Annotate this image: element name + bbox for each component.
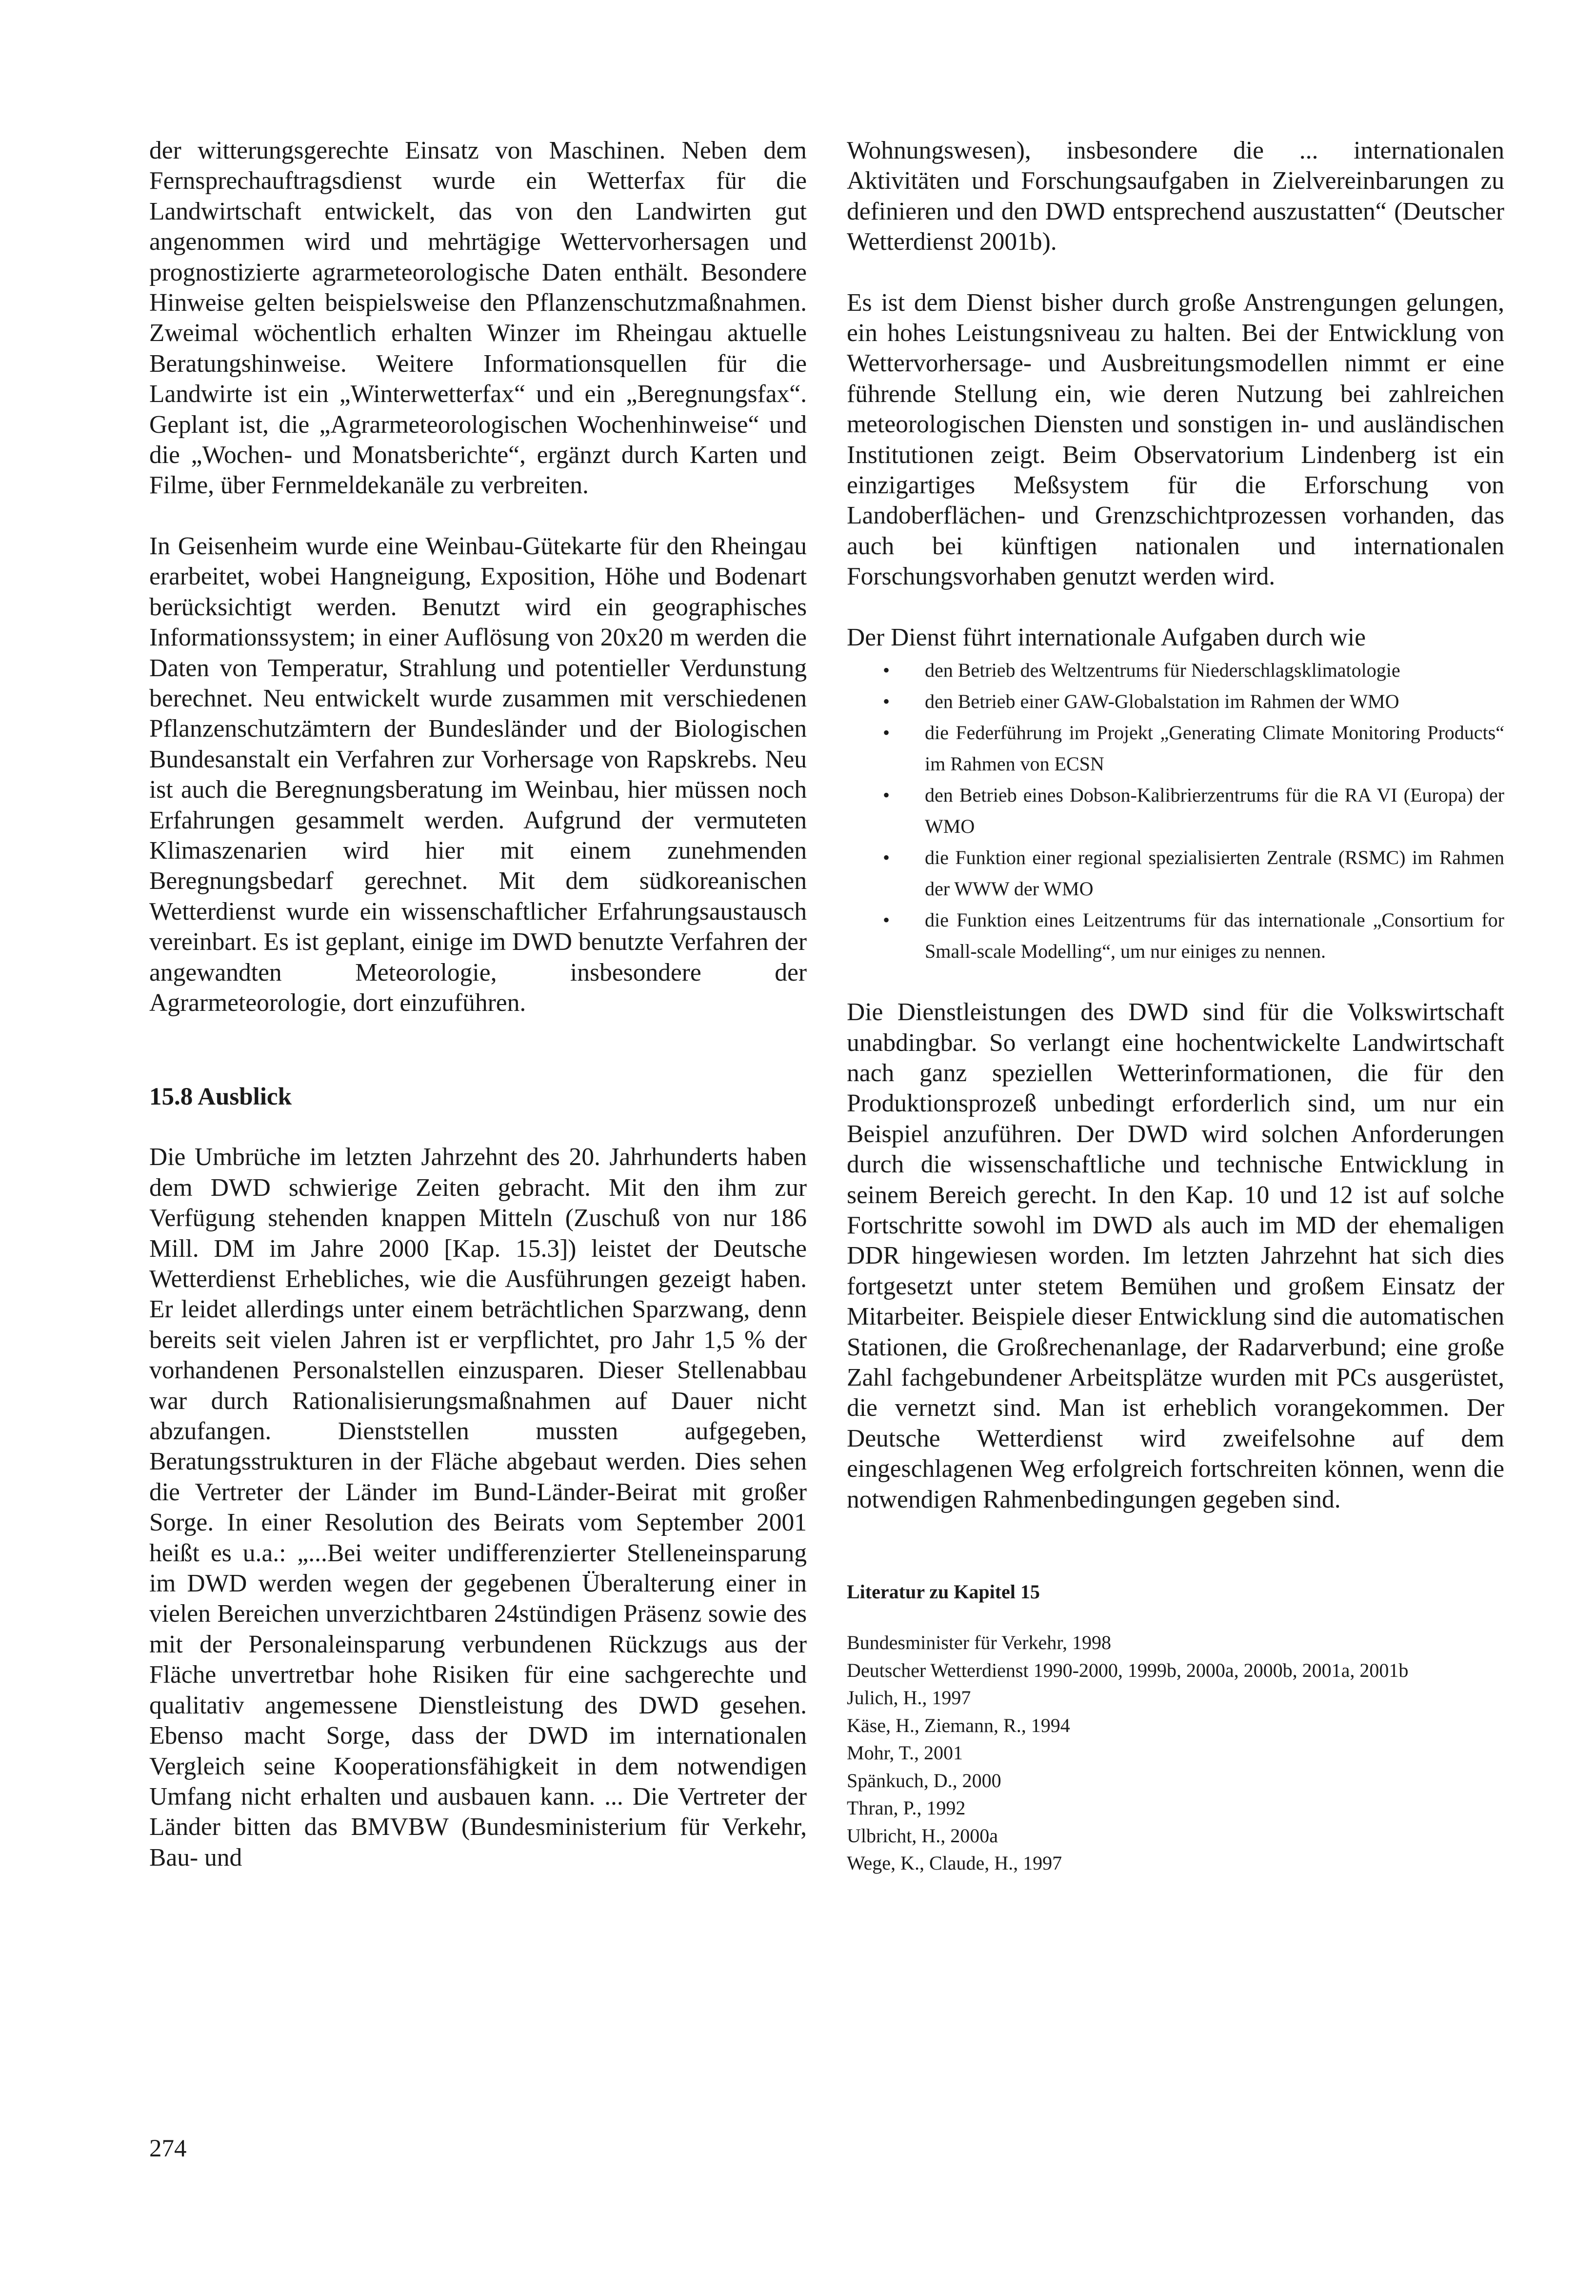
task-list-intro: Der Dienst führt internationale Aufgaben durch wie (847, 623, 1366, 651)
list-item: • den Betrieb eines Dobson-Kalibrierzentrums für die RA VI (Europa) der WMO (847, 780, 1504, 842)
literature-title: Literatur zu Kapitel 15 (847, 1581, 1040, 1603)
list-item: • den Betrieb einer GAW-Globalstation im Rahmen der WMO (847, 686, 1504, 717)
literature-item: Wege, K., Claude, H., 1997 (847, 1852, 1062, 1874)
literature-item: Deutscher Wetterdienst 1990-2000, 1999b, 2000a, 2000b, 2001a, 2001b (847, 1659, 1409, 1681)
list-item: • den Betrieb des Weltzentrums für Niederschlagsklimatologie (847, 655, 1504, 686)
right-column (847, 136, 1504, 1877)
literature-item: Thran, P., 1992 (847, 1797, 966, 1819)
task-list (847, 655, 1504, 967)
left-column (149, 136, 807, 1873)
literature-item: Ulbricht, H., 2000a (847, 1824, 998, 1847)
paragraph-services: Die Dienstleistungen des DWD sind für die Volkswirtschaft unabdingbar. So verlangt eine hochentwickelte Landwirtschaft nach ganz speziellen Wetterinformationen, die für den Produktionsprozeß unbedingt erforderlich sind, um nur ein Beispiel anzuführen. Der DWD wird solchen Anforderungen durch die wissenschaftliche und technische Entwicklung in seinem Bereich gerecht. In den Kap. 10 und 12 ist auf solche Fortschritte sowohl im DWD als auch im MD der ehemaligen DDR hingewiesen worden. Im letzten Jahrzehnt hat sich dies fortgesetzt unter stetem Bemühen und großem Einsatz der Mitarbeiter. Beispiele dieser Entwicklung sind die automatischen Stationen, die Großrechenanlage, der Radarverbund; eine große Zahl fachgebundener Arbeitsplätze wurden mit PCs ausgerüstet, die vernetzt sind. Man ist erheblich vorangekommen. Der Deutsche Wetterdienst wird zweifelsohne auf dem eingeschlagenen Weg erfolgreich fortschreiten können, wenn die notwendigen Rahmenbedingungen gegeben sind. (847, 998, 1504, 1513)
literature-item: Spänkuch, D., 2000 (847, 1769, 1001, 1792)
paragraph-weather-fax: der witterungsgerechte Einsatz von Maschinen. Neben dem Fernsprechauftragsdienst wurde ein Wetterfax für die Landwirtschaft entwickelt, das von den Landwirten gut angenommen wird und mehrtägige Wettervorhersagen und prognostizierte agrarmeteorologische Daten enthält. Besondere Hinweise gelten beispielsweise den Pflanzenschutzmaßnahmen. Zweimal wöchentlich erhalten Winzer im Rheingau aktuelle Beratungshinweise. Weitere Informationsquellen für die Landwirte ist ein „Winterwetterfax“ und ein „Beregnungsfax“. Geplant ist, die „Agrarmeteorologischen Wochenhinweise“ und die „Wochen- und Monatsberichte“, ergänzt durch Karten und Filme, über Fernmeldekanäle zu verbreiten. (149, 137, 807, 500)
literature-item: Mohr, T., 2001 (847, 1742, 963, 1764)
paragraph-geisenheim: In Geisenheim wurde eine Weinbau-Gütekarte für den Rheingau erarbeitet, wobei Hangneigung, Exposition, Höhe und Bodenart berücksichtigt werden. Benutzt wird ein geographisches Informationssystem; in einer Auflösung von 20x20 m werden die Daten von Temperatur, Strahlung und potentieller Verdunstung berechnet. Neu entwickelt wurde zusammen mit verschiedenen Pflanzenschutzämtern der Bundesländer und der Biologischen Bundesanstalt ein Verfahren zur Vorhersage von Rapskrebs. Neu ist auch die Beregnungsberatung im Weinbau, hier müssen noch Erfahrungen gesammelt werden. Aufgrund der vermuteten Klimaszenarien wird hier mit einem zunehmenden Beregnungsbedarf gerechnet. Mit dem südkoreanischen Wetterdienst wurde ein wissenschaftlicher Erfahrungsaustausch vereinbart. Es ist geplant, einige im DWD benutzte Verfahren der angewandten Meteorologie, insbesondere der Agrarmeteorologie, dort einzuführen. (149, 532, 807, 1017)
section-title-ausblick: 15.8 Ausblick (149, 1083, 292, 1111)
bullet-icon: • (883, 659, 890, 682)
list-item: • die Funktion einer regional spezialisierten Zentrale (RSMC) im Rahmen der WWW der WMO (847, 842, 1504, 905)
paragraph-quote-end: Wohnungswesen), insbesondere die ... internationalen Aktivitäten und Forschungsaufgaben in Zielvereinbarungen zu definieren und den DWD entsprechend auszustatten“ (Deutscher Wetterdienst 2001b). (847, 137, 1504, 256)
bullet-icon: • (883, 909, 890, 931)
paragraph-ausblick: Die Umbrüche im letzten Jahrzehnt des 20. Jahrhunderts haben dem DWD schwierige Zeiten gebracht. Mit den ihm zur Verfügung stehenden knappen Mitteln (Zuschuß von nur 186 Mill. DM im Jahre 2000 [Kap. 15.3]) leistet der Deutsche Wetterdienst Erhebliches, wie die Ausführungen gezeigt haben. Er leidet allerdings unter einem beträchtlichen Sparzwang, denn bereits seit vielen Jahren ist er verpflichtet, pro Jahr 1,5 % der vorhandenen Personalstellen einzusparen. Dieser Stellenabbau war durch Rationalisierungsmaßnahmen auf Dauer nicht abzufangen. Dienststellen mussten aufgegeben, Beratungsstrukturen in der Fläche abgebaut werden. Dies sehen die Vertreter der Länder im Bund-Länder-Beirat mit großer Sorge. In einer Resolution des Beirats vom September 2001 heißt es u.a.: „...Bei weiter undifferenzierter Stelleneinsparung im DWD werden wegen der gegebenen Überalterung einer in vielen Bereichen unverzichtbaren 24stündigen Präsenz sowie des mit der Personaleinsparung verbundenen Rückzugs aus der Fläche unvertretbar hohe Risiken für eine sachgerechte und qualitativ angemessene Dienstleistung des DWD gesehen. Ebenso macht Sorge, dass der DWD im internationalen Vergleich seine Kooperationsfähigkeit in dem notwendigen Umfang nicht erhalten und ausbauen kann. ... Die Vertreter der Länder bitten das BMVBW (Bundesministerium für Verkehr, Bau- und (149, 1143, 807, 1872)
bullet-icon: • (883, 722, 890, 744)
bullet-icon: • (883, 784, 890, 806)
literature-item: Käse, H., Ziemann, R., 1994 (847, 1714, 1070, 1736)
literature-item: Bundesminister für Verkehr, 1998 (847, 1631, 1112, 1653)
bullet-icon: • (883, 846, 890, 869)
page-number: 274 (149, 2135, 187, 2162)
bullet-icon: • (883, 690, 890, 713)
literature-list (847, 1629, 1504, 1877)
list-item: • die Federführung im Projekt „Generating Climate Monitoring Products“ im Rahmen von ECSN (847, 717, 1504, 780)
list-item: • die Funktion eines Leitzentrums für das internationale „Consortium for Small-scale Modelling“, um nur einiges zu nennen. (847, 905, 1504, 967)
literature-item: Julich, H., 1997 (847, 1687, 971, 1709)
paragraph-performance: Es ist dem Dienst bisher durch große Anstrengungen gelungen, ein hohes Leistungsniveau zu halten. Bei der Entwicklung von Wettervorhersage- und Ausbreitungsmodellen nimmt er eine führende Stellung ein, wie deren Nutzung bei zahlreichen meteorologischen Diensten und sonstigen in- und ausländischen Institutionen zeigt. Beim Observatorium Lindenberg ist ein einzigartiges Meßsystem für die Erforschung von Landoberflächen- und Grenzschichtprozessen vorhanden, das auch bei künftigen nationalen und internationalen Forschungsvorhaben genutzt werden wird. (847, 288, 1504, 591)
